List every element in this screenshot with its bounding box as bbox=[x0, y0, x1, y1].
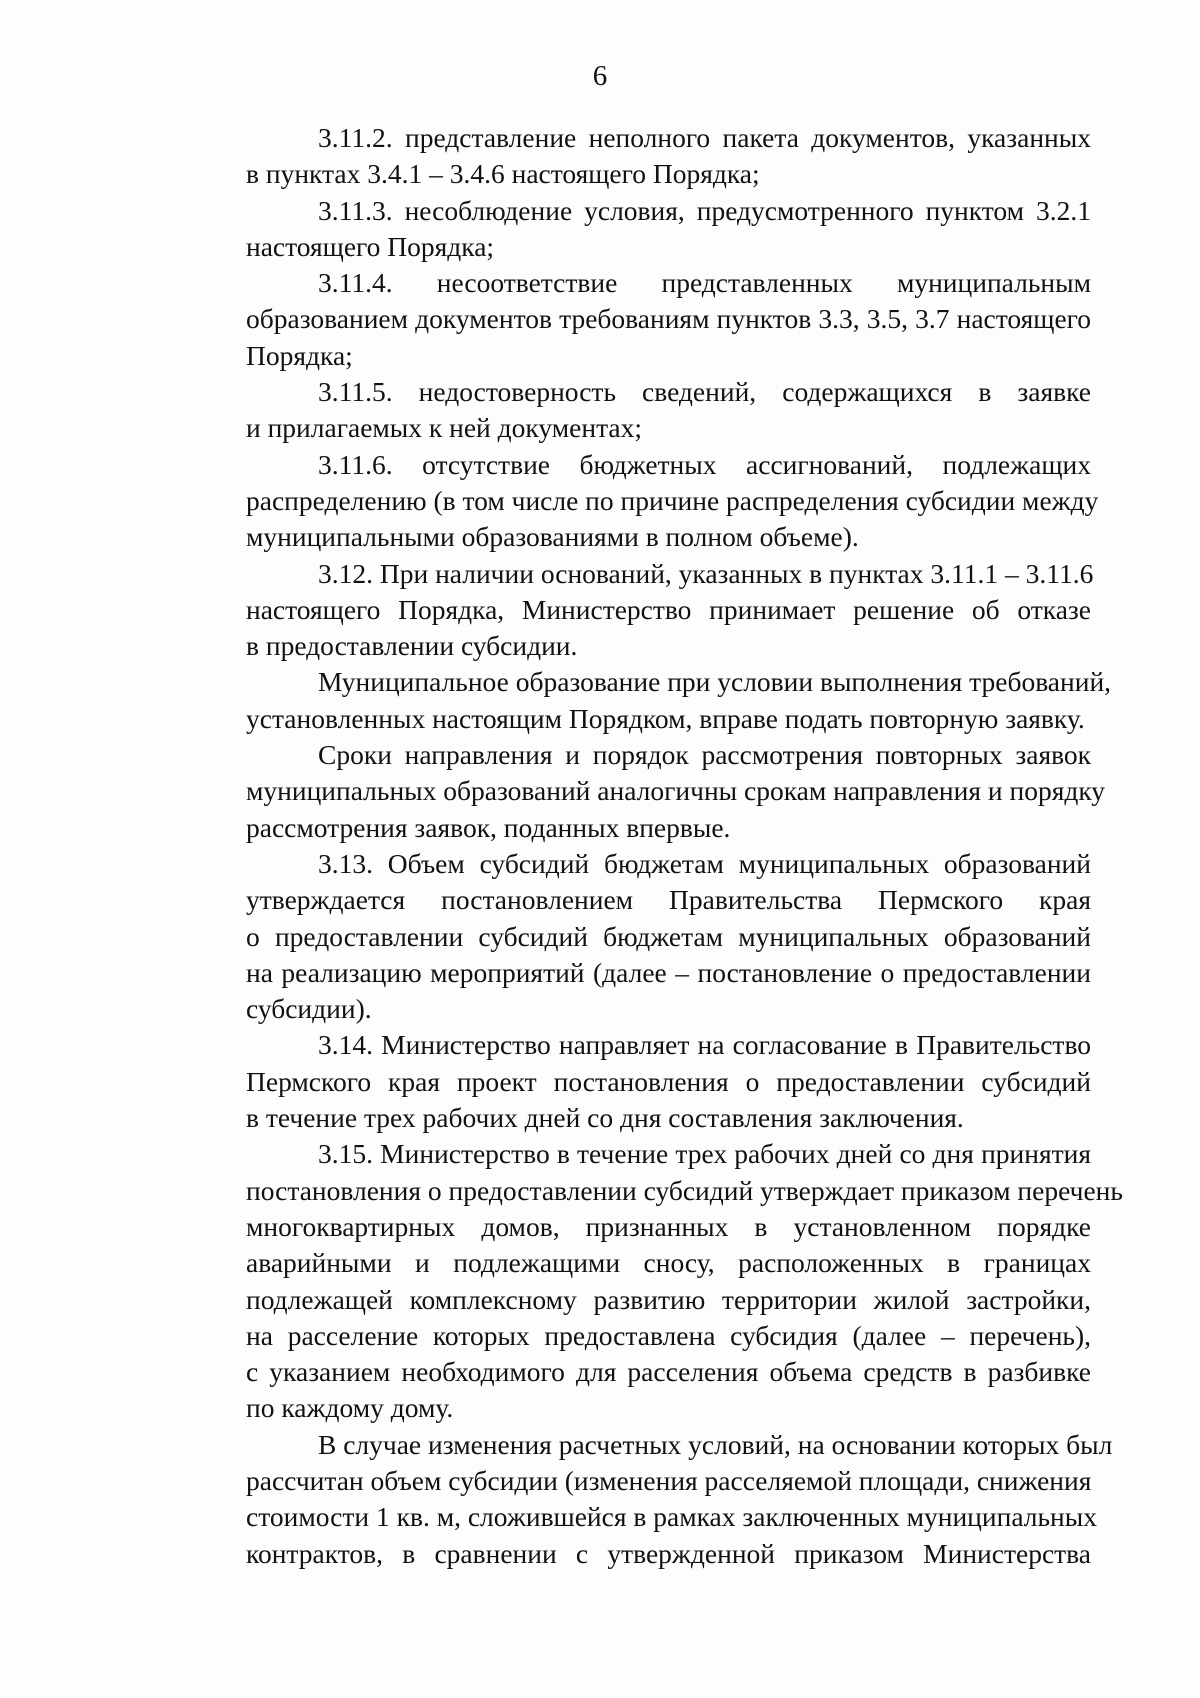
text-line: стоимости 1 кв. м, сложившейся в рамках заключенных муниципальных bbox=[246, 1501, 1097, 1533]
paragraph-repeat-deadlines bbox=[174, 737, 1106, 846]
text-line: о предоставлении субсидий бюджетам муниципальных образований bbox=[246, 920, 1091, 952]
text-line: 3.13. Объем субсидий бюджетам муниципальных образований bbox=[318, 847, 1091, 879]
page-number: 6 bbox=[592, 60, 608, 92]
text-line: многоквартирных домов, признанных в установленном порядке bbox=[246, 1210, 1091, 1242]
text-line: в течение трех рабочих дней со дня составления заключения. bbox=[246, 1102, 964, 1134]
text-line: подлежащей комплексному развитию территории жилой застройки, bbox=[246, 1283, 1091, 1315]
text-line: настоящего Порядка, Министерство принимает решение об отказе bbox=[246, 593, 1091, 625]
paragraph-3-11-2 bbox=[174, 120, 1091, 193]
text-line: 3.15. Министерство в течение трех рабочих дней со дня принятия bbox=[318, 1138, 1091, 1170]
text-line: на реализацию мероприятий (далее – постановление о предоставлении bbox=[246, 956, 1091, 988]
text-line: 3.11.6. отсутствие бюджетных ассигнований, подлежащих bbox=[318, 448, 1091, 480]
paragraph-3-11-5 bbox=[174, 374, 1091, 447]
paragraph-3-11-6 bbox=[174, 447, 1099, 556]
text-line: В случае изменения расчетных условий, на основании которых был bbox=[318, 1428, 1113, 1460]
text-line: в предоставлении субсидии. bbox=[246, 630, 578, 662]
text-line: постановления о предоставлении субсидий утверждает приказом перечень bbox=[246, 1174, 1123, 1206]
text-line: Порядка; bbox=[246, 339, 353, 371]
text-line: рассчитан объем субсидии (изменения расселяемой площади, снижения bbox=[246, 1464, 1092, 1496]
paragraph-repeat-application bbox=[174, 664, 1112, 737]
text-line: Пермского края проект постановления о предоставлении субсидий bbox=[246, 1065, 1091, 1097]
text-line: муниципальными образованиями в полном объеме). bbox=[246, 521, 859, 553]
paragraph-3-13 bbox=[174, 846, 1091, 1027]
text-line: по каждому дому. bbox=[246, 1392, 454, 1424]
text-line: и прилагаемых к ней документах; bbox=[246, 412, 643, 444]
paragraph-3-12 bbox=[174, 556, 1094, 665]
text-line: 3.11.5. недостоверность сведений, содержащихся в заявке bbox=[318, 376, 1091, 408]
paragraph-3-15 bbox=[174, 1136, 1123, 1426]
text-line: настоящего Порядка; bbox=[246, 230, 495, 262]
text-line: установленных настоящим Порядком, вправе подать повторную заявку. bbox=[246, 702, 1085, 734]
paragraph-change-conditions bbox=[174, 1427, 1113, 1572]
text-line: контрактов, в сравнении с утвержденной приказом Министерства bbox=[246, 1537, 1091, 1569]
text-line: 3.12. При наличии оснований, указанных в пунктах 3.11.1 – 3.11.6 bbox=[318, 557, 1094, 589]
paragraph-3-11-3 bbox=[174, 193, 1091, 266]
paragraph-3-14 bbox=[174, 1027, 1091, 1136]
text-line: аварийными и подлежащими сносу, расположенных в границах bbox=[246, 1247, 1091, 1279]
text-line: Сроки направления и порядок рассмотрения повторных заявок bbox=[318, 739, 1091, 771]
document-body bbox=[174, 120, 1123, 1572]
text-line: 3.14. Министерство направляет на согласование в Правительство bbox=[318, 1029, 1091, 1061]
text-line: рассмотрения заявок, поданных впервые. bbox=[246, 811, 731, 843]
paragraph-3-11-4 bbox=[174, 265, 1091, 374]
text-line: на расселение которых предоставлена субсидия (далее – перечень), bbox=[246, 1319, 1091, 1351]
text-line: в пунктах 3.4.1 – 3.4.6 настоящего Порядка; bbox=[246, 158, 760, 190]
text-line: 3.11.3. несоблюдение условия, предусмотренного пунктом 3.2.1 bbox=[318, 194, 1091, 226]
text-line: утверждается постановлением Правительства Пермского края bbox=[246, 884, 1091, 916]
text-line: распределению (в том числе по причине распределения субсидии между bbox=[246, 484, 1099, 516]
text-line: с указанием необходимого для расселения объема средств в разбивке bbox=[246, 1356, 1091, 1388]
text-line: 3.11.2. представление неполного пакета документов, указанных bbox=[318, 122, 1091, 153]
text-line: муниципальных образований аналогичны срокам направления и порядку bbox=[246, 775, 1106, 807]
text-line: субсидии). bbox=[246, 993, 372, 1025]
text-line: Муниципальное образование при условии выполнения требований, bbox=[318, 666, 1112, 698]
text-line: образованием документов требованиям пунктов 3.3, 3.5, 3.7 настоящего bbox=[246, 303, 1091, 335]
text-line: 3.11.4. несоответствие представленных муниципальным bbox=[318, 267, 1091, 299]
